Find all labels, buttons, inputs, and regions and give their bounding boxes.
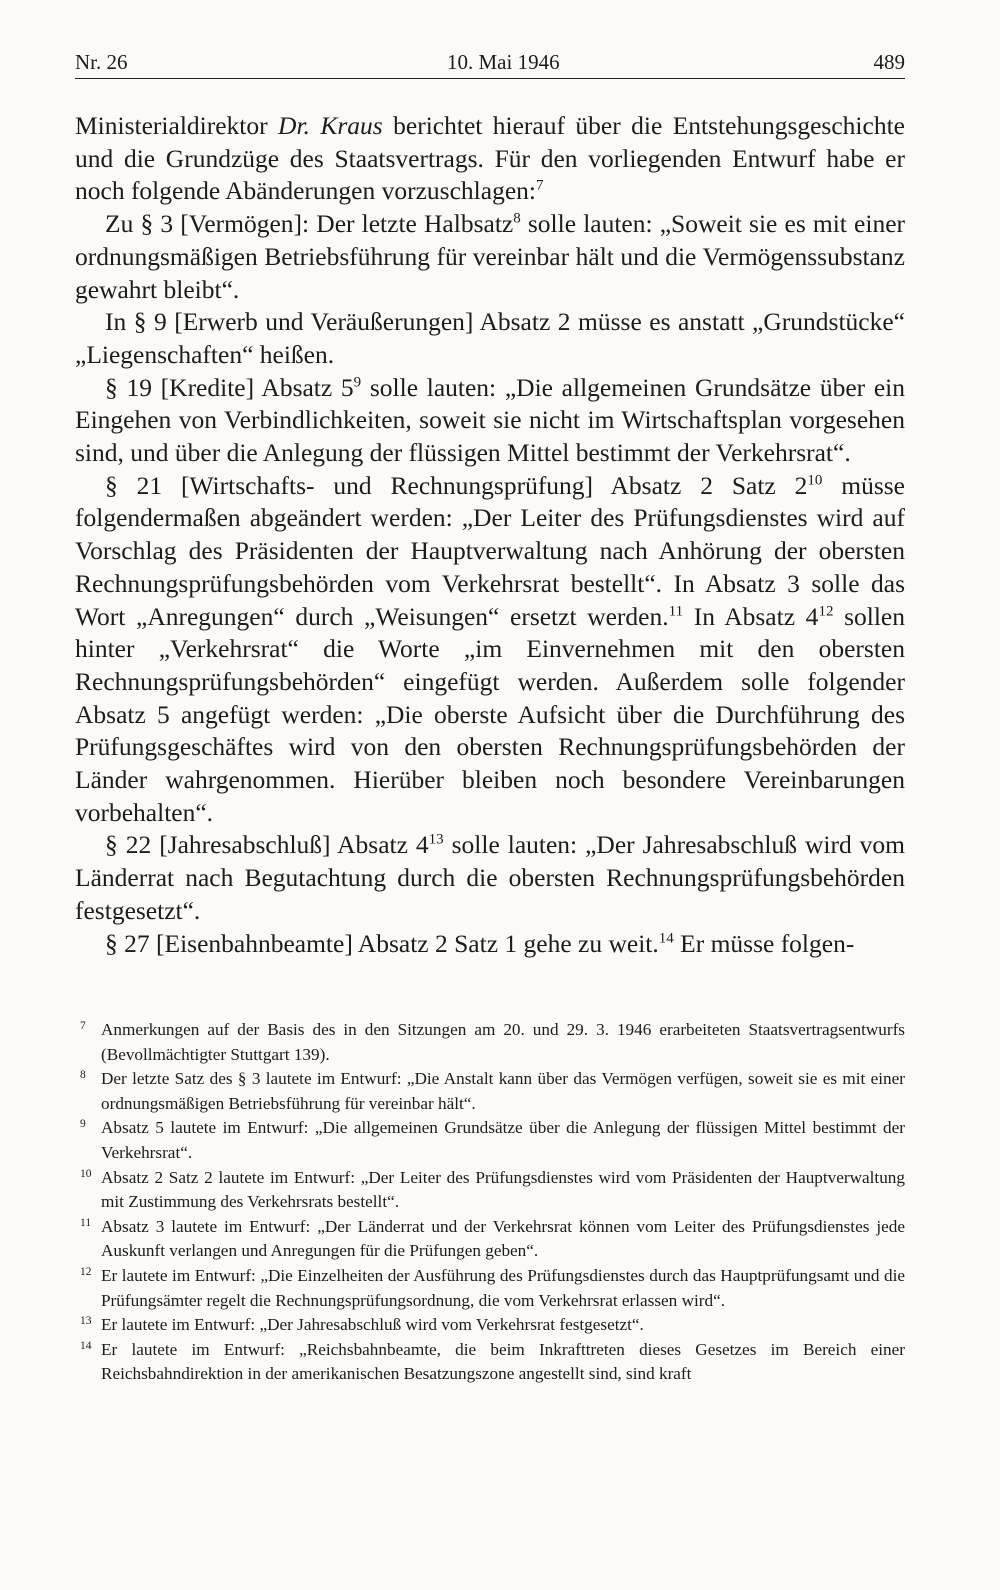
person-name: Dr. Kraus	[278, 111, 383, 140]
footnote-ref[interactable]: 9	[353, 374, 362, 391]
text-run: § 27 [Eisenbahnbeamte] Absatz 2 Satz 1 gehe zu weit.	[105, 928, 659, 958]
running-header	[75, 48, 905, 79]
footnotes-section	[80, 1018, 905, 1387]
footnote-ref[interactable]: 12	[818, 603, 834, 620]
footnote-text: Er lautete im Entwurf: „Der Jahresabschluß wird vom Verkehrsrat festgesetzt“.	[101, 1315, 644, 1335]
paragraph	[75, 110, 905, 208]
footnote	[80, 1313, 905, 1338]
footnote	[80, 1067, 905, 1116]
page-number: 489	[873, 50, 905, 74]
issue-number: Nr. 26	[75, 50, 128, 74]
footnote	[80, 1338, 905, 1387]
footnote-ref[interactable]: 11	[668, 603, 684, 620]
footnote	[80, 1166, 905, 1215]
header-date: 10. Mai 1946	[447, 50, 560, 74]
text-run: solle lauten: „Der Jahresabschluß wird vom Länderrat nach Begutachtung durch die obersten Rechnungsprüfungsbehörden festgesetzt“.	[75, 830, 905, 925]
paragraph	[75, 372, 905, 470]
footnote-number: 14	[80, 1339, 92, 1352]
footnote-ref[interactable]: 8	[513, 210, 521, 227]
footnote-number: 12	[80, 1265, 92, 1278]
text-run: Er müsse folgen-	[673, 928, 855, 958]
footnote-number: 9	[80, 1118, 86, 1131]
footnote-ref[interactable]: 10	[807, 472, 823, 489]
footnote-text: Absatz 5 lautete im Entwurf: „Die allgemeinen Grundsätze über die Anlegung der flüssigen Mittel bestimmt der Verkehrsrat“.	[101, 1118, 905, 1162]
text-run: In Absatz 4	[683, 601, 819, 631]
footnote-text: Anmerkungen auf der Basis des in den Sitzungen am 20. und 29. 3. 1946 erarbeiteten Staatsvertragsentwurfs (Bevollmächtigter Stuttgart 139).	[101, 1020, 905, 1064]
footnote-text: Er lautete im Entwurf: „Die Einzelheiten der Ausführung des Prüfungsdienstes durch das Hauptprüfungsamt und die Prüfungsämter regelt die Rechnungsprüfungsordnung, die vom Verkehrsrat erlassen wird“.	[101, 1265, 905, 1310]
paragraph	[75, 470, 905, 830]
paragraph	[75, 829, 905, 927]
paragraph	[75, 208, 905, 306]
footnote-ref[interactable]: 13	[428, 831, 444, 848]
text-run: sollen hinter „Verkehrsrat“ die Worte „im Einvernehmen mit den obersten Rechnungsprüfungsbehörden“ eingefügt werden. Außerdem solle folgender Absatz 5 angefügt werden: „Die oberste Aufsicht über die Durchführung des Prüfungsgeschäftes wird von den obersten Rechnungsprüfungsbehörden der Länder wahrgenommen. Hierüber bleiben noch besondere Vereinbarungen vorbehalten“.	[75, 601, 905, 827]
footnote-number: 10	[80, 1167, 92, 1180]
text-run: § 22 [Jahresabschluß] Absatz 4	[105, 830, 429, 860]
footnote	[80, 1018, 905, 1067]
footnote-text: Er lautete im Entwurf: „Reichsbahnbeamte, die beim Inkrafttreten dieses Gesetzes im Bereich einer Reichsbahndirektion in der amerikanischen Besatzungszone angestellt sind, sind kraft	[101, 1339, 905, 1384]
footnote	[80, 1116, 905, 1165]
text-run: solle lauten: „Die allgemeinen Grundsätze über ein Eingehen von Verbindlichkeiten, soweit sie nicht im Wirtschaftsplan vorgesehen sind, und über die Anlegung der flüssigen Mittel bestimmt der Verkehrsrat“.	[75, 372, 905, 468]
text-run: Zu § 3 [Vermögen]: Der letzte Halbsatz	[105, 209, 514, 239]
main-text	[75, 110, 905, 960]
footnote-number: 11	[80, 1216, 92, 1229]
footnote-number: 7	[80, 1020, 86, 1032]
paragraph	[75, 928, 905, 961]
footnote-number: 8	[80, 1069, 86, 1082]
text-run: solle lauten: „Soweit sie es mit einer ordnungsmäßigen Betriebsführung für vereinbar hält und die Vermögenssubstanz gewahrt bleibt“.	[75, 209, 906, 304]
footnote	[80, 1264, 905, 1313]
footnote-ref[interactable]: 14	[658, 930, 674, 947]
text-run: Ministerialdirektor	[75, 111, 279, 140]
footnote-text: Absatz 3 lautete im Entwurf: „Der Länderrat und der Verkehrsrat können vom Leiter des Prüfungsdienstes jede Auskunft verlangen und Anregungen für die Prüfungen geben“.	[101, 1216, 905, 1261]
footnote-ref[interactable]: 7	[535, 177, 544, 194]
footnote	[80, 1215, 905, 1264]
paragraph	[75, 306, 905, 371]
footnote-text: Absatz 2 Satz 2 lautete im Entwurf: „Der Leiter des Prüfungsdienstes wird vom Präsidenten der Hauptverwaltung mit Zustimmung des Verkehrsrats bestellt“.	[101, 1167, 905, 1212]
text-run: In § 9 [Erwerb und Veräußerungen] Absatz 2 müsse es anstatt „Grundstücke“ „Liegenschaften“ heißen.	[75, 307, 905, 369]
footnote-text: Der letzte Satz des § 3 lautete im Entwurf: „Die Anstalt kann über das Vermögen verfügen, soweit sie es mit einer ordnungsmäßigen Betriebsführung für vereinbar hält“.	[101, 1069, 905, 1113]
text-run: § 21 [Wirtschafts- und Rechnungsprüfung] Absatz 2 Satz 2	[105, 470, 808, 500]
text-run: § 19 [Kredite] Absatz 5	[105, 372, 354, 402]
text-run: berichtet hierauf über die Entstehungsgeschichte und die Grundzüge des Staatsvertrags. Für den vorliegenden Entwurf habe er noch folgende Abänderungen vorzuschlagen:	[75, 111, 905, 206]
text-run: müsse folgendermaßen abgeändert werden: „Der Leiter des Prüfungsdienstes wird auf Vorschlag des Präsidenten der Hauptverwaltung nach Anhörung der obersten Rechnungsprüfungsbehörden vom Verkehrsrat bestellt“. In Absatz 3 solle das Wort „Anregungen“ durch „Weisungen“ ersetzt werden.	[75, 470, 906, 631]
footnote-number: 13	[80, 1315, 92, 1328]
